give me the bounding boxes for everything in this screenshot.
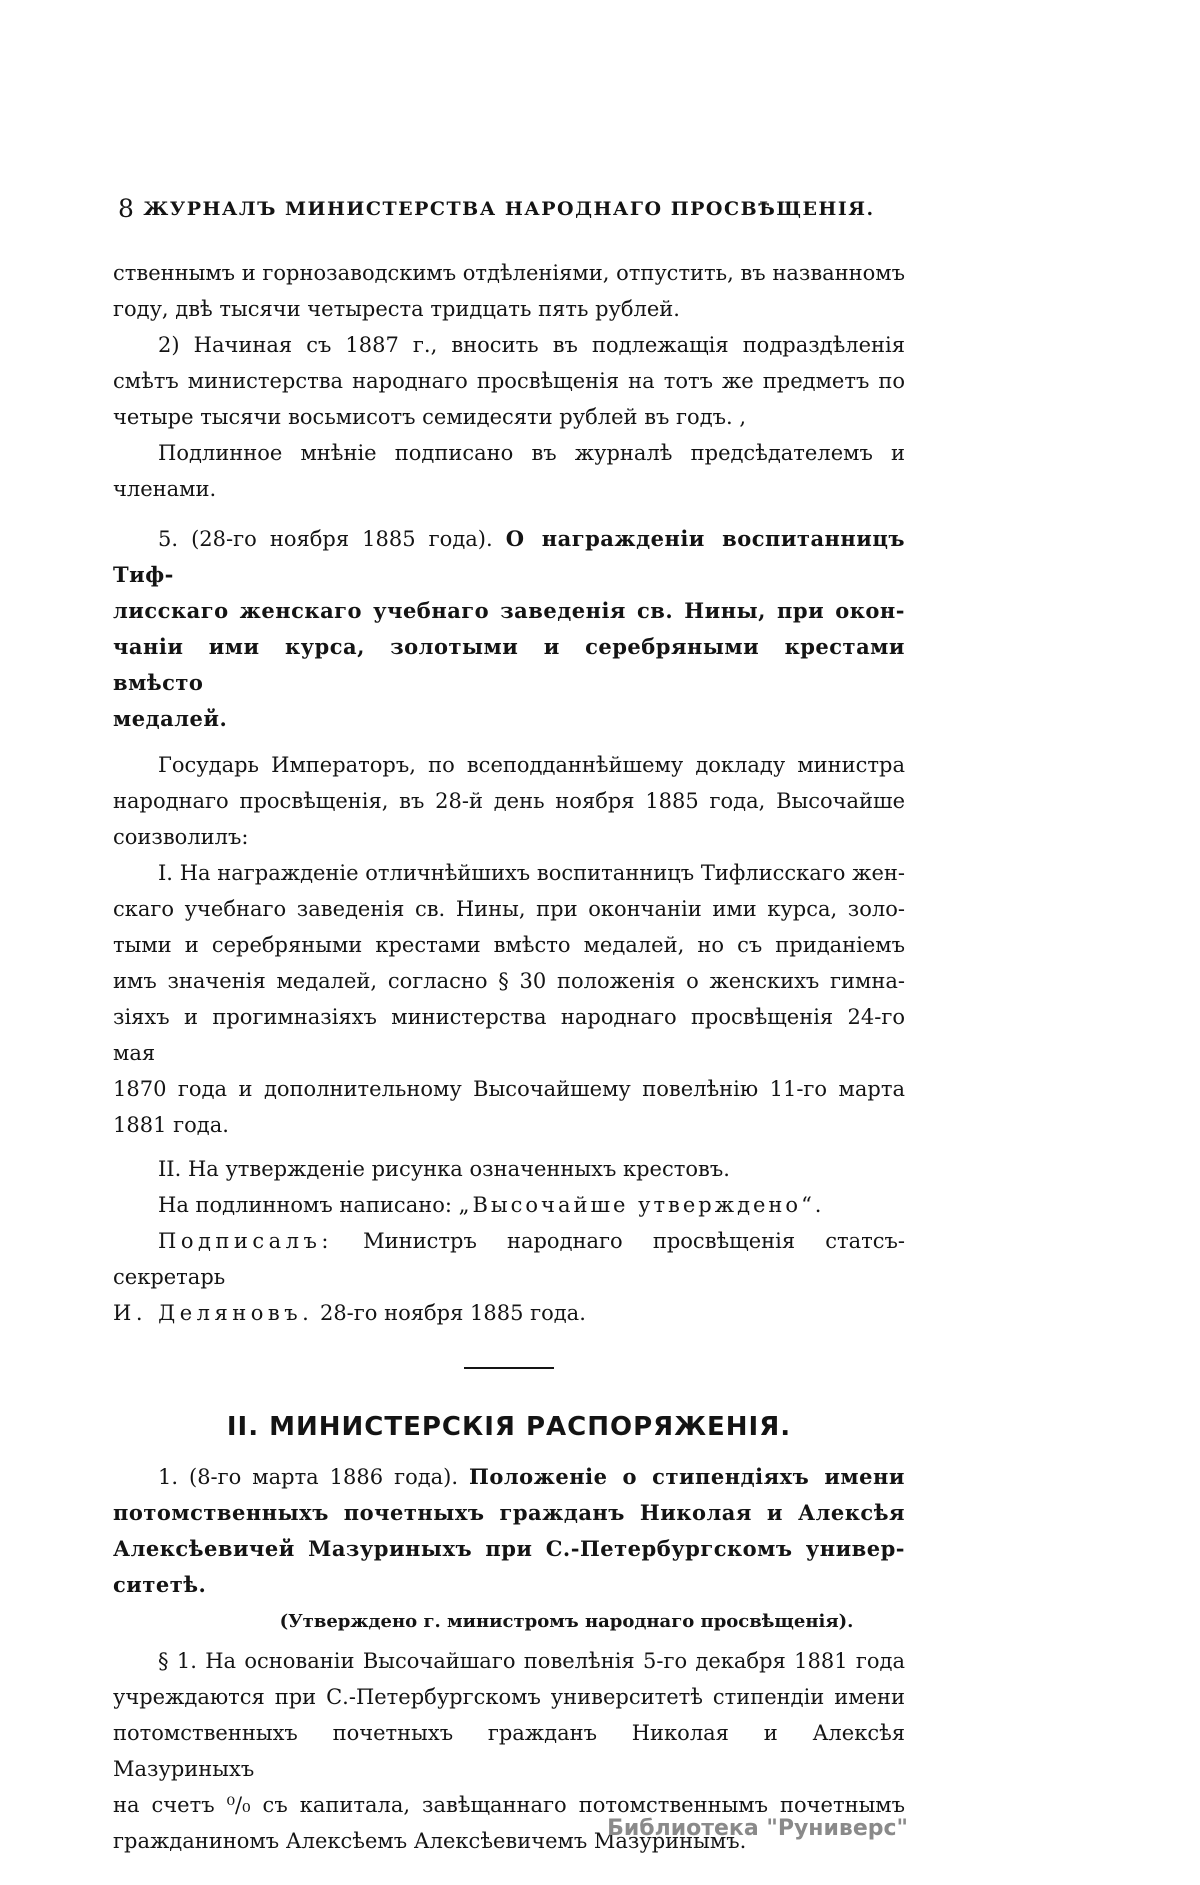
body-line: тыми и серебряными крестами вмѣсто медалей, но съ приданіемъ	[113, 933, 905, 957]
body-line: II. На утвержденіе рисунка означенныхъ крестовъ.	[158, 1157, 730, 1181]
item-title-line	[113, 521, 905, 593]
signature-line	[113, 1223, 905, 1295]
page-number: 8	[118, 194, 134, 223]
signature-word: Подписалъ:	[158, 1229, 333, 1253]
body-line: Государь Императоръ, по всеподданнѣйшему докладу министра	[158, 753, 905, 777]
body-line: имъ значенія медалей, согласно § 30 положенія о женскихъ гимна-	[113, 969, 905, 993]
item-title-line: чаніи ими курса, золотыми и серебряными крестами вмѣсто	[113, 634, 905, 695]
inscription-lead: На подлинномъ написано:	[158, 1193, 452, 1217]
item-title-line: медалей.	[113, 706, 228, 731]
inscription-quote: „Высочайше утверждено“.	[458, 1193, 825, 1217]
item-title-bold: О награжденіи воспитанницъ Тиф-	[113, 526, 905, 587]
body-line: ственнымъ и горнозаводскимъ отдѣленіями, отпустить, въ названномъ	[113, 261, 905, 285]
item-title-line: ситетѣ.	[113, 1572, 207, 1597]
body-line: 1881 года.	[113, 1113, 229, 1137]
body-line: Подлинное мнѣніе подписано въ журналѣ предсѣдателемъ и	[158, 441, 905, 465]
section-divider	[464, 1367, 554, 1369]
body-line	[113, 1187, 905, 1223]
signature-date: 28-го ноября 1885 года.	[319, 1301, 586, 1325]
body-line: I. На награжденіе отличнѣйшихъ воспитанницъ Тифлисскаго жен-	[158, 861, 905, 885]
body-line: соизволилъ:	[113, 825, 249, 849]
approved-note: (Утверждено г. министромъ народнаго просвѣщенія).	[279, 1611, 854, 1632]
item-title-line: Алексѣевичей Мазуриныхъ при С.-Петербургскомъ универ-	[113, 1536, 905, 1561]
body-line: гражданиномъ Алексѣемъ Алексѣевичемъ Мазуринымъ.	[113, 1829, 747, 1853]
body-line: смѣтъ министерства народнаго просвѣщенія на тотъ же предметъ по	[113, 369, 905, 393]
item-number-date: 5. (28-го ноября 1885 года).	[158, 527, 493, 551]
body-line: четыре тысячи восьмисотъ семидесяти рублей въ годъ. ,	[113, 405, 747, 429]
body-line: на счетъ ⁰/₀ съ капитала, завѣщаннаго потомственнымъ почетнымъ	[113, 1793, 905, 1817]
body-line: 2) Начиная съ 1887 г., вносить въ подлежащія подраздѣленія	[158, 333, 905, 357]
section-heading: II. МИНИСТЕРСКІЯ РАСПОРЯЖЕНІЯ.	[226, 1412, 792, 1442]
body-line: § 1. На основаніи Высочайшаго повелѣнія 5-го декабря 1881 года	[158, 1649, 905, 1673]
item-title-line: лисскаго женскаго учебнаго заведенія св. Нины, при окон-	[113, 598, 905, 623]
body-line: членами.	[113, 477, 217, 501]
text-block	[113, 195, 905, 1859]
body-line: учреждаются при С.-Петербургскомъ университетѣ стипендіи имени	[113, 1685, 905, 1709]
signature-text: Министръ народнаго просвѣщенія статсъ-секретарь	[113, 1229, 905, 1289]
library-watermark: Библиотека "Руниверс"	[607, 1816, 908, 1841]
body-line: скаго учебнаго заведенія св. Нины, при окончаніи ими курса, золо-	[113, 897, 905, 921]
body-line: народнаго просвѣщенія, въ 28-й день ноября 1885 года, Высочайше	[113, 789, 905, 813]
body-line: году, двѣ тысячи четыреста тридцать пять рублей.	[113, 297, 680, 321]
item-title-line	[113, 1459, 905, 1495]
body-line: 1870 года и дополнительному Высочайшему повелѣнію 11-го марта	[113, 1077, 905, 1101]
running-title: ЖУРНАЛЪ МИНИСТЕРСТВА НАРОДНАГО ПРОСВѢЩЕНІЯ.	[143, 198, 875, 220]
body-line: потомственныхъ почетныхъ гражданъ Николая и Алексѣя Мазуриныхъ	[113, 1721, 905, 1781]
item-number-date: 1. (8-го марта 1886 года).	[158, 1465, 459, 1489]
item-title-bold: Положеніе о стипендіяхъ имени	[469, 1464, 905, 1489]
page-header	[113, 195, 905, 223]
item-title-line: потомственныхъ почетныхъ гражданъ Николая и Алексѣя	[113, 1500, 905, 1525]
signature-name: И. Деляновъ.	[113, 1301, 314, 1325]
signature-line	[113, 1295, 905, 1331]
body-line: зіяхъ и прогимназіяхъ министерства народнаго просвѣщенія 24-го мая	[113, 1005, 905, 1065]
